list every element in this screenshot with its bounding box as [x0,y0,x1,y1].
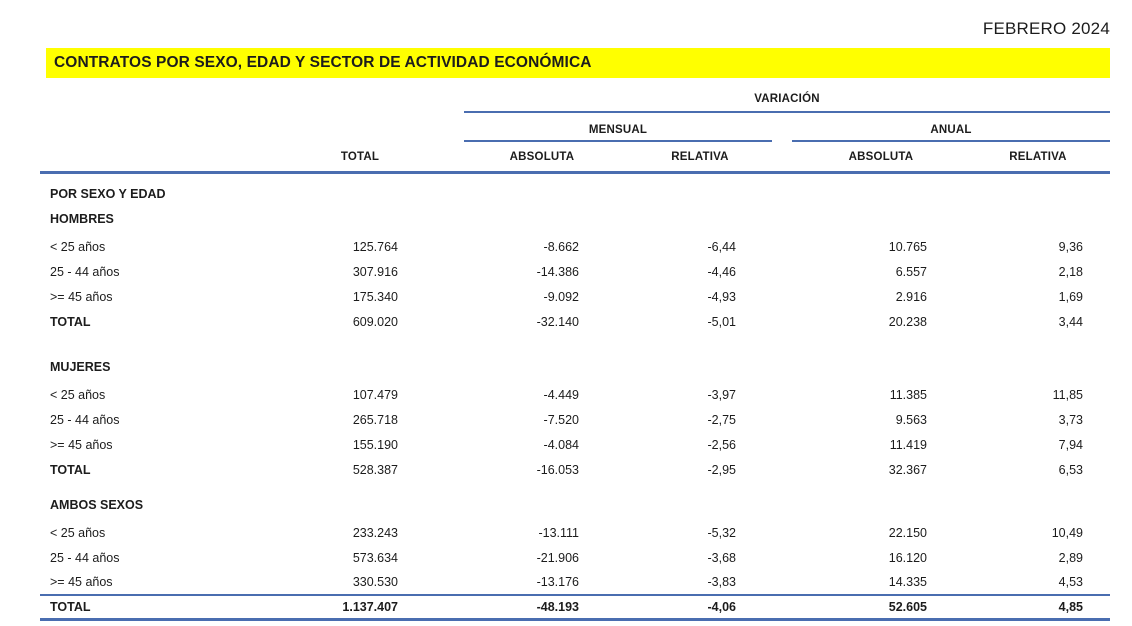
cell-mensual-absoluta: -21.906 [536,551,579,565]
cell-anual-absoluta: 9.563 [895,413,927,427]
cell-total: 175.340 [352,290,398,304]
cell-total: 233.243 [352,526,398,540]
row-label: < 25 años [50,526,106,540]
group-header-ambos-sexos [40,493,1110,518]
row-label: >= 45 años [50,575,113,589]
cell-total: 307.916 [352,265,398,279]
cell-mensual-absoluta: -7.520 [543,413,579,427]
cell-mensual-relativa: -3,68 [707,551,736,565]
group-total-row [40,458,1110,483]
cell-mensual-absoluta: -4.449 [543,388,579,402]
cell-total: 330.530 [352,575,398,589]
cell-mensual-relativa: -4,46 [707,265,736,279]
cell-mensual-relativa: -3,83 [707,575,736,589]
cell-anual-relativa: 3,73 [1058,413,1083,427]
cell-anual-absoluta: 11.385 [889,388,927,402]
header-mensual-absoluta: ABSOLUTA [509,151,575,163]
table-row [40,408,1110,433]
report-date: FEBRERO 2024 [982,19,1110,38]
cell-anual-relativa: 3,44 [1058,315,1083,329]
cell-anual-absoluta: 52.605 [888,600,927,614]
table-row [40,546,1110,571]
cell-total: 125.764 [352,240,398,254]
table-row [40,285,1110,310]
row-label: 25 - 44 años [50,265,120,279]
cell-mensual-relativa: -4,06 [707,600,736,614]
table-row [40,433,1110,458]
cell-mensual-absoluta: -13.111 [538,526,579,540]
cell-total: 573.634 [352,551,398,565]
cell-anual-relativa: 9,36 [1058,240,1083,254]
title-bar [46,48,1110,78]
cell-total: 155.190 [352,438,398,452]
anual-underline [792,140,1110,142]
group-header-hombres [40,207,1110,232]
table-row [40,521,1110,546]
cell-anual-relativa: 2,89 [1058,551,1083,565]
header-mensual: MENSUAL [588,124,648,136]
row-label: TOTAL [50,463,91,477]
cell-anual-relativa: 2,18 [1058,265,1083,279]
mensual-underline [464,140,772,142]
table-row [40,260,1110,285]
section-title: POR SEXO Y EDAD [50,187,166,201]
header-total: TOTAL [340,151,380,163]
cell-anual-relativa: 4,85 [1058,600,1083,614]
row-label: >= 45 años [50,438,113,452]
table-row [40,235,1110,260]
cell-anual-absoluta: 14.335 [888,575,927,589]
table-body [40,182,1110,621]
header-anual-absoluta: ABSOLUTA [848,151,914,163]
cell-mensual-relativa: -2,75 [707,413,736,427]
cell-mensual-absoluta: -9.092 [543,290,579,304]
page-title: CONTRATOS POR SEXO, EDAD Y SECTOR DE ACTIVIDAD ECONÓMICA [54,54,592,71]
row-label: 25 - 44 años [50,413,120,427]
row-label: 25 - 44 años [50,551,120,565]
cell-mensual-relativa: -2,95 [707,463,736,477]
cell-anual-relativa: 10,49 [1051,526,1083,540]
cell-total: 265.718 [352,413,398,427]
header-anual-relativa: RELATIVA [1009,151,1067,163]
cell-anual-absoluta: 16.120 [888,551,927,565]
cell-mensual-absoluta: -4.084 [543,438,579,452]
grand-total-row [40,594,1110,621]
cell-mensual-relativa: -2,56 [707,438,736,452]
header-anual: ANUAL [930,124,972,136]
row-label: < 25 años [50,240,106,254]
cell-anual-absoluta: 22.150 [888,526,927,540]
row-label: TOTAL [50,600,91,614]
cell-mensual-relativa: -5,01 [707,315,736,329]
cell-mensual-absoluta: -13.176 [536,575,579,589]
cell-anual-absoluta: 2.916 [895,290,927,304]
cell-total: 1.137.407 [342,600,398,614]
cell-mensual-relativa: -3,97 [707,388,736,402]
group-name: MUJERES [50,360,111,374]
section-title-row [40,182,1110,207]
cell-anual-relativa: 7,94 [1058,438,1083,452]
cell-mensual-absoluta: -8.662 [543,240,579,254]
variacion-underline [464,111,1110,113]
group-name: HOMBRES [50,212,114,226]
cell-anual-absoluta: 11.419 [889,438,927,452]
cell-total: 528.387 [352,463,398,477]
cell-anual-absoluta: 6.557 [895,265,927,279]
table-row [40,571,1110,594]
cell-mensual-relativa: -4,93 [707,290,736,304]
group-name: AMBOS SEXOS [50,498,144,512]
cell-anual-relativa: 1,69 [1058,290,1083,304]
cell-mensual-relativa: -5,32 [707,526,736,540]
table-row [40,383,1110,408]
cell-mensual-absoluta: -48.193 [536,600,579,614]
group-total-row [40,310,1110,335]
cell-mensual-absoluta: -14.386 [536,265,579,279]
cell-anual-relativa: 11,85 [1052,388,1083,402]
cell-anual-absoluta: 10.765 [888,240,927,254]
cell-total: 609.020 [352,315,398,329]
cell-anual-relativa: 4,53 [1058,575,1083,589]
cell-mensual-absoluta: -32.140 [536,315,579,329]
cell-total: 107.479 [352,388,398,402]
row-label: TOTAL [50,315,91,329]
header-mensual-relativa: RELATIVA [671,151,729,163]
header-variacion: VARIACIÓN [754,93,820,105]
group-header-mujeres [40,355,1110,380]
row-label: < 25 años [50,388,106,402]
cell-anual-relativa: 6,53 [1058,463,1083,477]
cell-anual-absoluta: 32.367 [888,463,927,477]
cell-mensual-relativa: -6,44 [707,240,736,254]
header-bottom-rule [40,171,1110,174]
row-label: >= 45 años [50,290,113,304]
cell-mensual-absoluta: -16.053 [536,463,579,477]
cell-anual-absoluta: 20.238 [888,315,927,329]
